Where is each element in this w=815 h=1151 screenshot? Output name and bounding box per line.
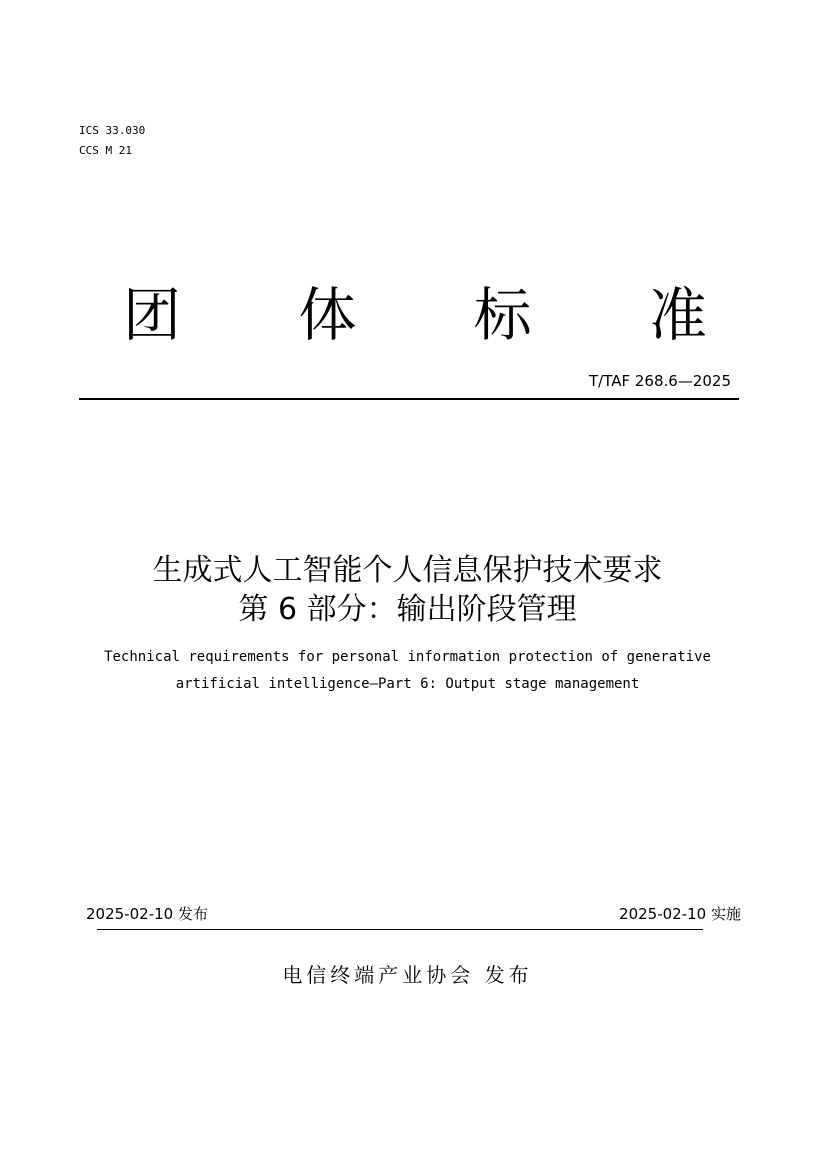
standard-type-heading bbox=[120, 280, 710, 350]
header-divider bbox=[79, 398, 739, 400]
heading-char-3: 标 bbox=[473, 281, 532, 349]
heading-char-4: 准 bbox=[648, 281, 707, 349]
ccs-code: CCS M 21 bbox=[79, 144, 132, 157]
standard-number: T/TAF 268.6—2025 bbox=[589, 372, 731, 390]
title-chinese-line-2: 第 6 部分：输出阶段管理 bbox=[238, 592, 577, 627]
footer-divider bbox=[97, 929, 703, 930]
heading-char-2: 体 bbox=[298, 281, 357, 349]
publisher: 电信终端产业协会 发布 bbox=[282, 963, 533, 987]
title-english-line-2: artificial intelligence—Part 6: Output stage management bbox=[175, 676, 640, 692]
title-english-line-1: Technical requirements for personal information protection of generative bbox=[104, 649, 711, 665]
heading-char-1: 团 bbox=[122, 281, 181, 349]
ics-code: ICS 33.030 bbox=[79, 124, 146, 137]
implementation-date: 2025-02-10 实施 bbox=[619, 905, 741, 923]
title-chinese-line-1: 生成式人工智能个人信息保护技术要求 bbox=[152, 553, 663, 588]
publish-date: 2025-02-10 发布 bbox=[86, 905, 208, 923]
